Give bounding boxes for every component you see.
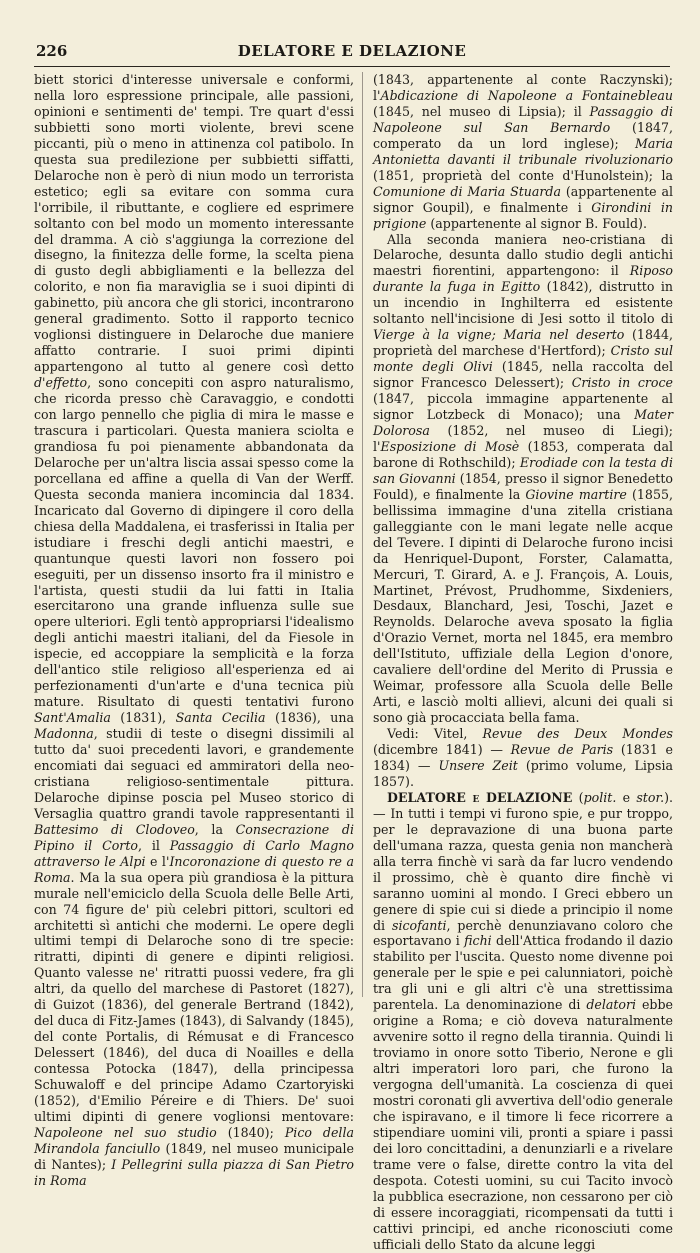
text-run: (1843, appartenente al conte Raczynski); l' <box>373 72 673 103</box>
publication-title: Revue de Paris <box>510 742 614 758</box>
text-run: (primo volume, Lipsia 1857). <box>373 757 673 789</box>
text-run: , il <box>137 837 170 853</box>
text-run: ( <box>572 789 584 805</box>
text-run: dell'Attica frodando il dazio stabilito per l'uscita. Questo nome divenne poi generale per le spie e pei calunniatori, poichè tra gli uni e gli altri c'è una strettissima parentela. La denominazione di <box>373 933 673 1013</box>
artwork-title: Madonna <box>34 726 94 742</box>
artwork-title: Comunione di Maria Stuarda <box>373 183 562 199</box>
page-header <box>34 42 670 64</box>
left-column <box>34 72 354 1188</box>
artwork-title: Mater Dolorosa <box>373 407 673 438</box>
text-run: (1847, piccola immagine appartenente al signor Lotzbeck di Monaco); una <box>373 391 673 423</box>
text-run: (1851, proprietà del conte d'Hunolstein); la <box>373 167 673 183</box>
artwork-title: Consecrazione di Pipino il Corto <box>34 821 354 853</box>
text-run: (appartenente al signor Goupil), e finalmente i <box>373 183 673 215</box>
artwork-title: Riposo durante la fuga in Egitto <box>373 263 673 295</box>
text-run: (1852, nel museo di Liegi); l' <box>373 422 673 454</box>
artwork-title: I Pellegrini sulla piazza di San Pietro in Roma <box>34 1156 354 1188</box>
text-run: (appartenente al signor B. Fould). <box>426 215 647 231</box>
right-column <box>373 72 674 1252</box>
text-run: Vedi: Vitel, <box>387 726 483 742</box>
text-run: e l' <box>145 853 170 869</box>
artwork-title: Abdicazione di Napoleone a Fontainebleau <box>380 87 673 103</box>
text-run: (1854, presso il signor Benedetto Fould), e finalmente la <box>373 470 673 502</box>
text-run: Alla seconda maniera neo-cristiana di Delaroche, desunta dallo studio degli antichi maestri fiorentini, appartengono: il <box>373 231 673 279</box>
running-title: DELATORE E DELAZIONE <box>237 42 467 60</box>
italic-term: d'effetto <box>34 375 88 391</box>
text-run: (dicembre 1841) — <box>373 742 511 758</box>
italic-term: fichi <box>464 933 492 949</box>
column-divider <box>362 72 363 997</box>
text-run: (1853, comperata dal barone di Rothschild); <box>373 438 673 470</box>
artwork-title: Passaggio di Napoleone sul San Bernardo <box>373 103 673 135</box>
text-run: (1844, proprietà del marchese d'Hertford); <box>373 327 673 359</box>
text-run: ). — In tutti i tempi vi furono spie, e pur troppo, per le depravazione di una buona parte dell'umana razza, questa genia non mancherà alla terra finchè vi sarà da far lucro vendendo il prossimo, chè è quanto dire finchè vi saranno uomini al mondo. I Greci ebbero un genere di spie cui si diede a principio il nome di <box>373 789 674 933</box>
italic-term: polit. <box>583 789 617 805</box>
text-run: (1831 e 1834) — <box>373 742 673 773</box>
publication-title: Unsere Zeit <box>438 757 518 773</box>
text-run: , sono concepiti con aspro naturalismo, che ricorda presso chè Caravaggio, e condotti con largo pennello che piglia di mira le masse e trascura i particolari. Questa maniera sciolta e grandiosa fu poi pienamente abbandonata da Delaroche per un'altra liscia assai spesso come la porcellana ed affine a quella di Van der Werff. Questa seconda maniera incomincia dal 1834. Incaricato dal Governo di dipingere il coro della chiesa della Maddalena, ei trasferissi in Italia per istudiare i freschi degli antichi maestri, e quantunque questi lavori non fossero poi eseguiti, per un dissenso insorto fra il ministro e l'artista, questi studii da lui fatti in Italia esercitarono una grande influenza sulle sue opere ulteriori. Egli tentò appropriarsi l'idealismo degli antichi maestri italiani, del da Fiesole in ispecie, ed accoppiare la semplicità e la forza dell'antico stile religioso all'esperienza ed ai perfezionamenti d'un'arte e d'una tecnica più mature. Risultato di questi tentativi furono <box>34 375 354 710</box>
text-run: e <box>616 789 637 805</box>
right-paragraph-1 <box>373 72 673 232</box>
italic-term: stor. <box>636 789 665 805</box>
artwork-title: Passaggio di Carlo Magno attraverso le Alpi <box>34 837 354 869</box>
italic-term: delatori <box>586 997 637 1013</box>
text-run: (1847, comperato da un lord inglese); <box>373 119 673 151</box>
text-run: , perchè denunziavano coloro che esportavano i <box>373 917 674 949</box>
artwork-title: Pico della Mirandola fanciullo <box>34 1124 354 1156</box>
artwork-title: Cristo sul monte degli Olivi <box>373 343 673 375</box>
left-paragraph-1 <box>34 72 354 1189</box>
text-run: . Ma la sua opera più grandiosa è la pittura murale nell'emiciclo della Scuola delle Belle Arti, con 74 figure de' più celebri pittori, scultori ed architetti sì antichi che moderni. Le opere degli ultimi tempi di Delaroche sono di tre specie: ritratti, dipinti di genere e dipinti religiosi. Quanto valesse ne' ritratti puossi vedere, fra gli altri, da quello del marchese di Pastoret (1827), di Guizot (1836), del generale Bertrand (1842), del duca di Fitz-James (1843), di Salvandy (1845), del conte Portalis, di Rémusat e di Francesco Delessert (1846), del duca di Noailles e della contessa Potocka (1847), della principessa Schuwaloff e del principe Adamo Czartoryiski (1852), d'Emilio Péreire e di Thiers. De' suoi ultimi dipinti di genere voglionsi mentovare: <box>34 869 354 1124</box>
italic-term: sicofanti <box>391 917 447 933</box>
text-run: (1842), distrutto in un incendio in Inghilterra ed esistente soltanto nell'incisione di Jesi sotto il titolo di <box>373 279 673 327</box>
publication-title: Revue des Deux Mondes <box>482 726 673 742</box>
page-number: 226 <box>36 42 68 60</box>
text-run: (1855, bellissima immagine d'una zitella cristiana galleggiante con le mani legate nelle acque del Tevere. I dipinti di Delaroche furono incisi da Henriquel-Dupont, Forster, Calamatta, Mercuri, T. Girard, A. e J. François, A. Louis, Martinet, Prévost, Prudhomme, Sixdeniers, Desdaux, Blanchard, Jesi, Toschi, Jazet e Reynolds. Delaroche aveva sposato la figlia d'Orazio Vernet, morta nel 1845, era membro dell'Istituto, uffiziale della Legion d'onore, cavaliere dell'ordine del Merito di Prussia e Weimar, professore alla Scuola delle Belle Arti, e lasciò molti allievi, alcuni dei quali si sono già procacciata bella fama. <box>373 486 673 726</box>
text-run: ebbe origine a Roma; e ciò doveva naturalmente avvenire sotto il regno della tirannia. Quindi li troviamo in onore sotto Tiberio, Nerone e gli altri imperatori loro pari, che furono la vergogna dell'umanità. La coscienza di quei mostri coronati gli avvertiva dell'odio generale che ispiravano, e il timore li fece ricorrere a stipendiare uomini vili, pronti a spiare i passi dei loro concittadini, a denunziarli e a rivelare trame vere o false, dirette contro la vita del despota. Cotesti uomini, su cui Tacito invocò la pubblica esecrazione, non cessarono per ciò di essere incoraggiati, ricompensati da tutti i cattivi principi, ed anche riconosciuti come ufficiali dello Stato da alcune leggi <box>373 997 673 1252</box>
text-run: (1845, nella raccolta del signor Francesco Delessert); <box>373 359 673 391</box>
header-rule <box>34 66 670 67</box>
text-run: , la <box>194 821 236 837</box>
artwork-title: Incoronazione di questo re a Roma <box>34 853 354 885</box>
text-run: (1845, nel museo di Lipsia); il <box>373 103 590 119</box>
text-run: (1840); <box>216 1124 285 1140</box>
artwork-title: Esposizione di Mosè <box>380 438 520 454</box>
text-run: , studii di teste o disegni dissimili al tutto da' suoi precedenti lavori, e grandemente encomiati dai seguaci ed ammiratori della neo-cristiana religioso-sentimentale pittura. Delaroche dipinse poscia pel Museo storico di Versaglia quattro grandi tavole rappresentanti il <box>34 726 354 821</box>
artwork-title: Giovine martire <box>525 486 627 502</box>
artwork-title: Vierge à la vigne; Maria nel deserto <box>373 327 625 343</box>
right-paragraph-4 <box>373 790 673 1253</box>
artwork-title: Girondini in prigione <box>373 199 674 231</box>
artwork-title: Cristo in croce <box>571 375 673 391</box>
text-run: (1836), una <box>265 710 354 726</box>
artwork-title: Napoleone nel suo studio <box>34 1124 217 1140</box>
artwork-title: Maria Antonietta davanti il tribunale rivoluzionario <box>373 135 673 167</box>
right-paragraph-3 <box>373 726 673 790</box>
text-run: (1849, nel museo municipale di Nantes); <box>34 1140 354 1172</box>
artwork-title: Santa Cecilia <box>175 710 266 726</box>
artwork-title: Battesimo di Clodoveo <box>34 821 195 837</box>
entry-headword: DELATORE e DELAZIONE <box>387 789 573 805</box>
text-run: (1831), <box>110 710 176 726</box>
right-paragraph-2 <box>373 232 673 727</box>
text-run: biett storici d'interesse universale e conformi, nella loro espressione principale, alle passioni, opinioni e sentimenti de' tempi. Tre quart d'essi subbietti sono morti violente, brevi scene piccanti, più o meno in attinenza col patibolo. In questa sua predilezione per subbietti siffatti, Delaroche non è però di niun modo un terrorista estetico; egli sa evitare con somma cura l'orribile, il ributtante, e cogliere ed esprimere soltanto con bel modo un momento interessante del dramma. A ciò s'aggiunga la correzione del disegno, la finitezza delle forme, la scelta piena di gusto degli abbigliamenti e la bellezza del colorito, e non fia maraviglia se i suoi dipinti di gabinetto, più ancora che gli storici, incontrarono general gradimento. Sotto il rapporto tecnico voglionsi distinguere in Delaroche due maniere affatto contrarie. I suoi primi dipinti appartengono al tutto al genere così detto <box>34 72 354 375</box>
artwork-title: Erodiade con la testa di san Giovanni <box>373 454 673 486</box>
artwork-title: Sant'Amalia <box>34 710 111 726</box>
